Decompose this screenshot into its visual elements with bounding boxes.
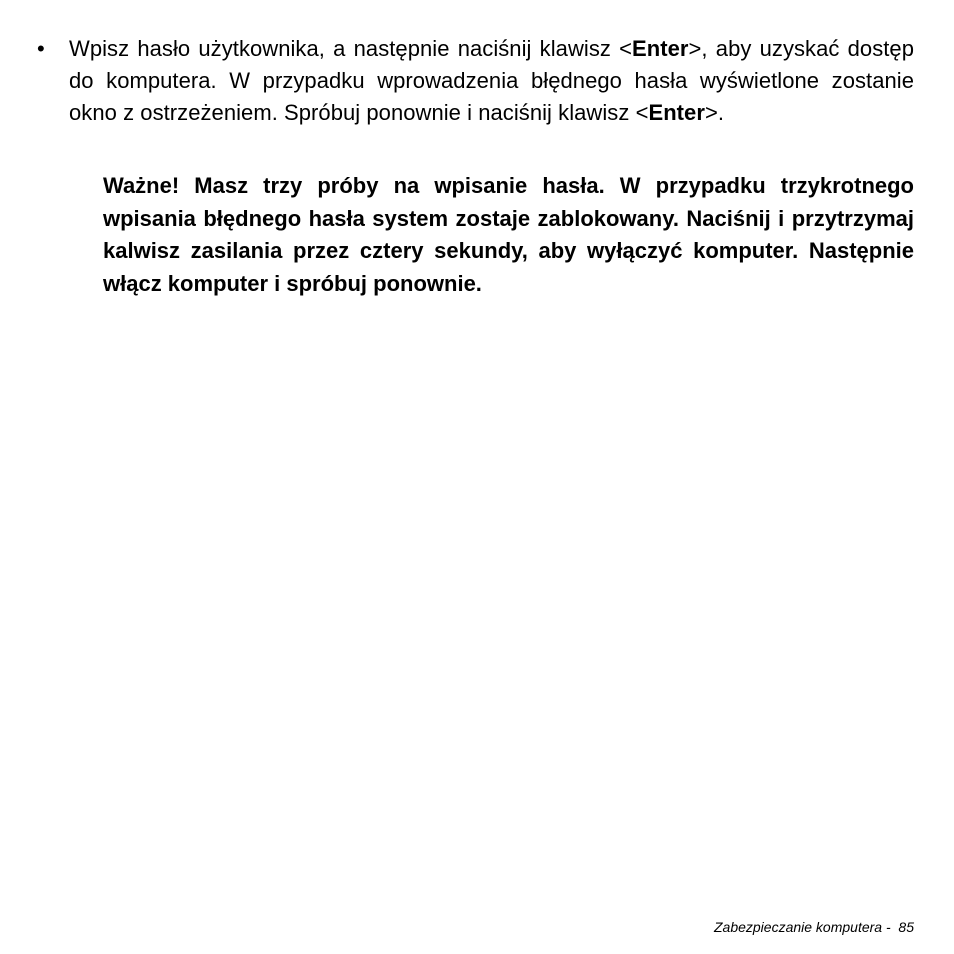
bullet-marker: • [37,36,45,61]
bullet-text-part2: >, aby uzyskać dostęp do komputera. W przypadku wprowadzenia błędnego hasła wyświetlone zostanie okno z ostrzeżeniem. Spróbuj ponownie i naciśnij klawisz < [69,36,914,125]
enter-key-label-1: Enter [632,36,689,61]
bullet-text [69,33,914,129]
page-footer [714,918,914,936]
important-note: Ważne! Masz trzy próby na wpisanie hasła. W przypadku trzykrotnego wpisania błędnego hasła system zostaje zablokowany. Naciśnij i przytrzymaj kalwisz zasilania przez cztery sekundy, aby wyłączyć komputer. Następnie włącz komputer i spróbuj ponownie. [103,173,914,296]
bullet-item [37,33,914,129]
footer-section-title: Zabezpieczanie komputera - [713,919,891,935]
bullet-text-part1: Wpisz hasło użytkownika, a następnie naciśnij klawisz < [69,36,633,61]
bullet-text-part3: >. [704,100,725,125]
page-number: 85 [898,919,914,935]
enter-key-label-2: Enter [648,100,705,125]
